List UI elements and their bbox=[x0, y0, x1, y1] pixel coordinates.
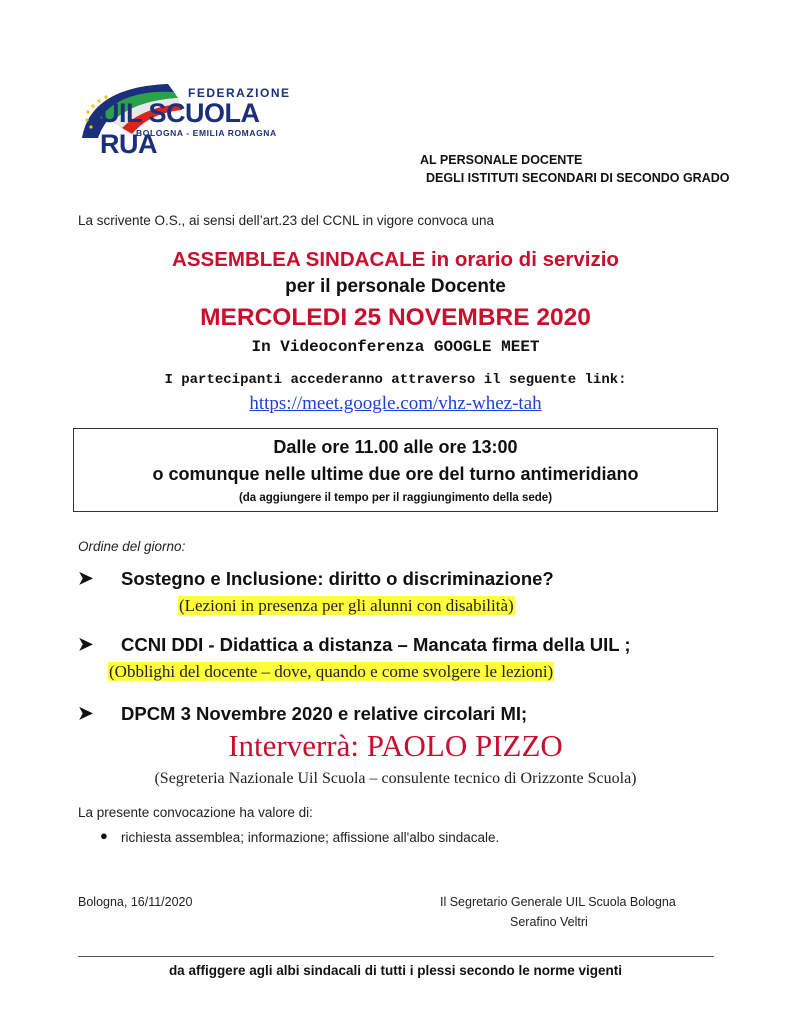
recipient-line-1: AL PERSONALE DOCENTE bbox=[420, 153, 583, 167]
arrow-right-icon: ➤ bbox=[78, 568, 94, 588]
schedule-box bbox=[73, 428, 718, 512]
uil-scuola-logo bbox=[78, 78, 308, 159]
agenda-item-1-note bbox=[178, 596, 515, 616]
speaker-line: Interverrà: PAOLO PIZZO bbox=[228, 728, 563, 763]
arrow-right-icon: ➤ bbox=[78, 634, 94, 654]
agenda-item-1-title: Sostegno e Inclusione: diritto o discriminazione? bbox=[121, 568, 554, 589]
logo-name-text: UIL SCUOLA RUA bbox=[100, 98, 259, 159]
agenda-label: Ordine del giorno: bbox=[78, 539, 186, 554]
logo-federazione-text: FEDERAZIONE bbox=[188, 86, 291, 100]
agenda-item-1-note-text: (Lezioni in presenza per gli alunni con disabilità) bbox=[179, 596, 514, 615]
footer-divider bbox=[78, 956, 714, 957]
agenda-item-2-note-text: (Obblighi del docente – dove, quando e come svolgere le lezioni) bbox=[109, 662, 554, 681]
footer-note: da affiggere agli albi sindacali di tutti i plessi secondo le norme vigenti bbox=[168, 963, 623, 978]
validity-item: richiesta assemblea; informazione; affissione all'albo sindacale. bbox=[121, 830, 500, 845]
agenda-item-2-title: CCNI DDI - Didattica a distanza – Mancata firma della UIL ; bbox=[121, 634, 631, 655]
access-note: I partecipanti accederanno attraverso il seguente link: bbox=[164, 372, 627, 388]
place-date: Bologna, 16/11/2020 bbox=[78, 895, 193, 909]
intro-text: La scrivente O.S., ai sensi dell’art.23 del CCNL in vigore convoca una bbox=[78, 213, 494, 228]
recipient-line-2: DEGLI ISTITUTI SECONDARI DI SECONDO GRADO bbox=[426, 171, 730, 185]
meet-link-text[interactable]: https://meet.google.com/vhz-whez-tah bbox=[249, 393, 542, 414]
schedule-note: (da aggiungere il tempo per il raggiungimento della sede) bbox=[238, 492, 553, 504]
assembly-date: MERCOLEDI 25 NOVEMBRE 2020 bbox=[200, 304, 591, 331]
speaker-role: (Segreteria Nazionale Uil Scuola – consulente tecnico di Orizzonte Scuola) bbox=[154, 770, 637, 787]
assembly-audience: per il personale Docente bbox=[285, 276, 506, 297]
bullet-dot-icon: ● bbox=[100, 828, 108, 843]
signature-title: Il Segretario Generale UIL Scuola Bologna bbox=[440, 895, 676, 909]
schedule-time: Dalle ore 11.00 alle ore 13:00 bbox=[273, 437, 518, 457]
logo-subtitle-text: BOLOGNA - EMILIA ROMAGNA bbox=[136, 128, 277, 138]
meet-link[interactable] bbox=[0, 393, 791, 415]
schedule-alternative: o comunque nelle ultime due ore del turno antimeridiano bbox=[152, 464, 639, 484]
agenda-item-2-note bbox=[108, 662, 554, 682]
assembly-title: ASSEMBLEA SINDACALE in orario di servizio bbox=[172, 248, 619, 271]
agenda-item-3-title: DPCM 3 Novembre 2020 e relative circolari MI; bbox=[121, 703, 528, 724]
arrow-right-icon: ➤ bbox=[78, 703, 94, 723]
assembly-mode: In Videoconferenza GOOGLE MEET bbox=[251, 338, 540, 356]
signature-name: Serafino Veltri bbox=[510, 915, 588, 929]
validity-label: La presente convocazione ha valore di: bbox=[78, 805, 313, 820]
